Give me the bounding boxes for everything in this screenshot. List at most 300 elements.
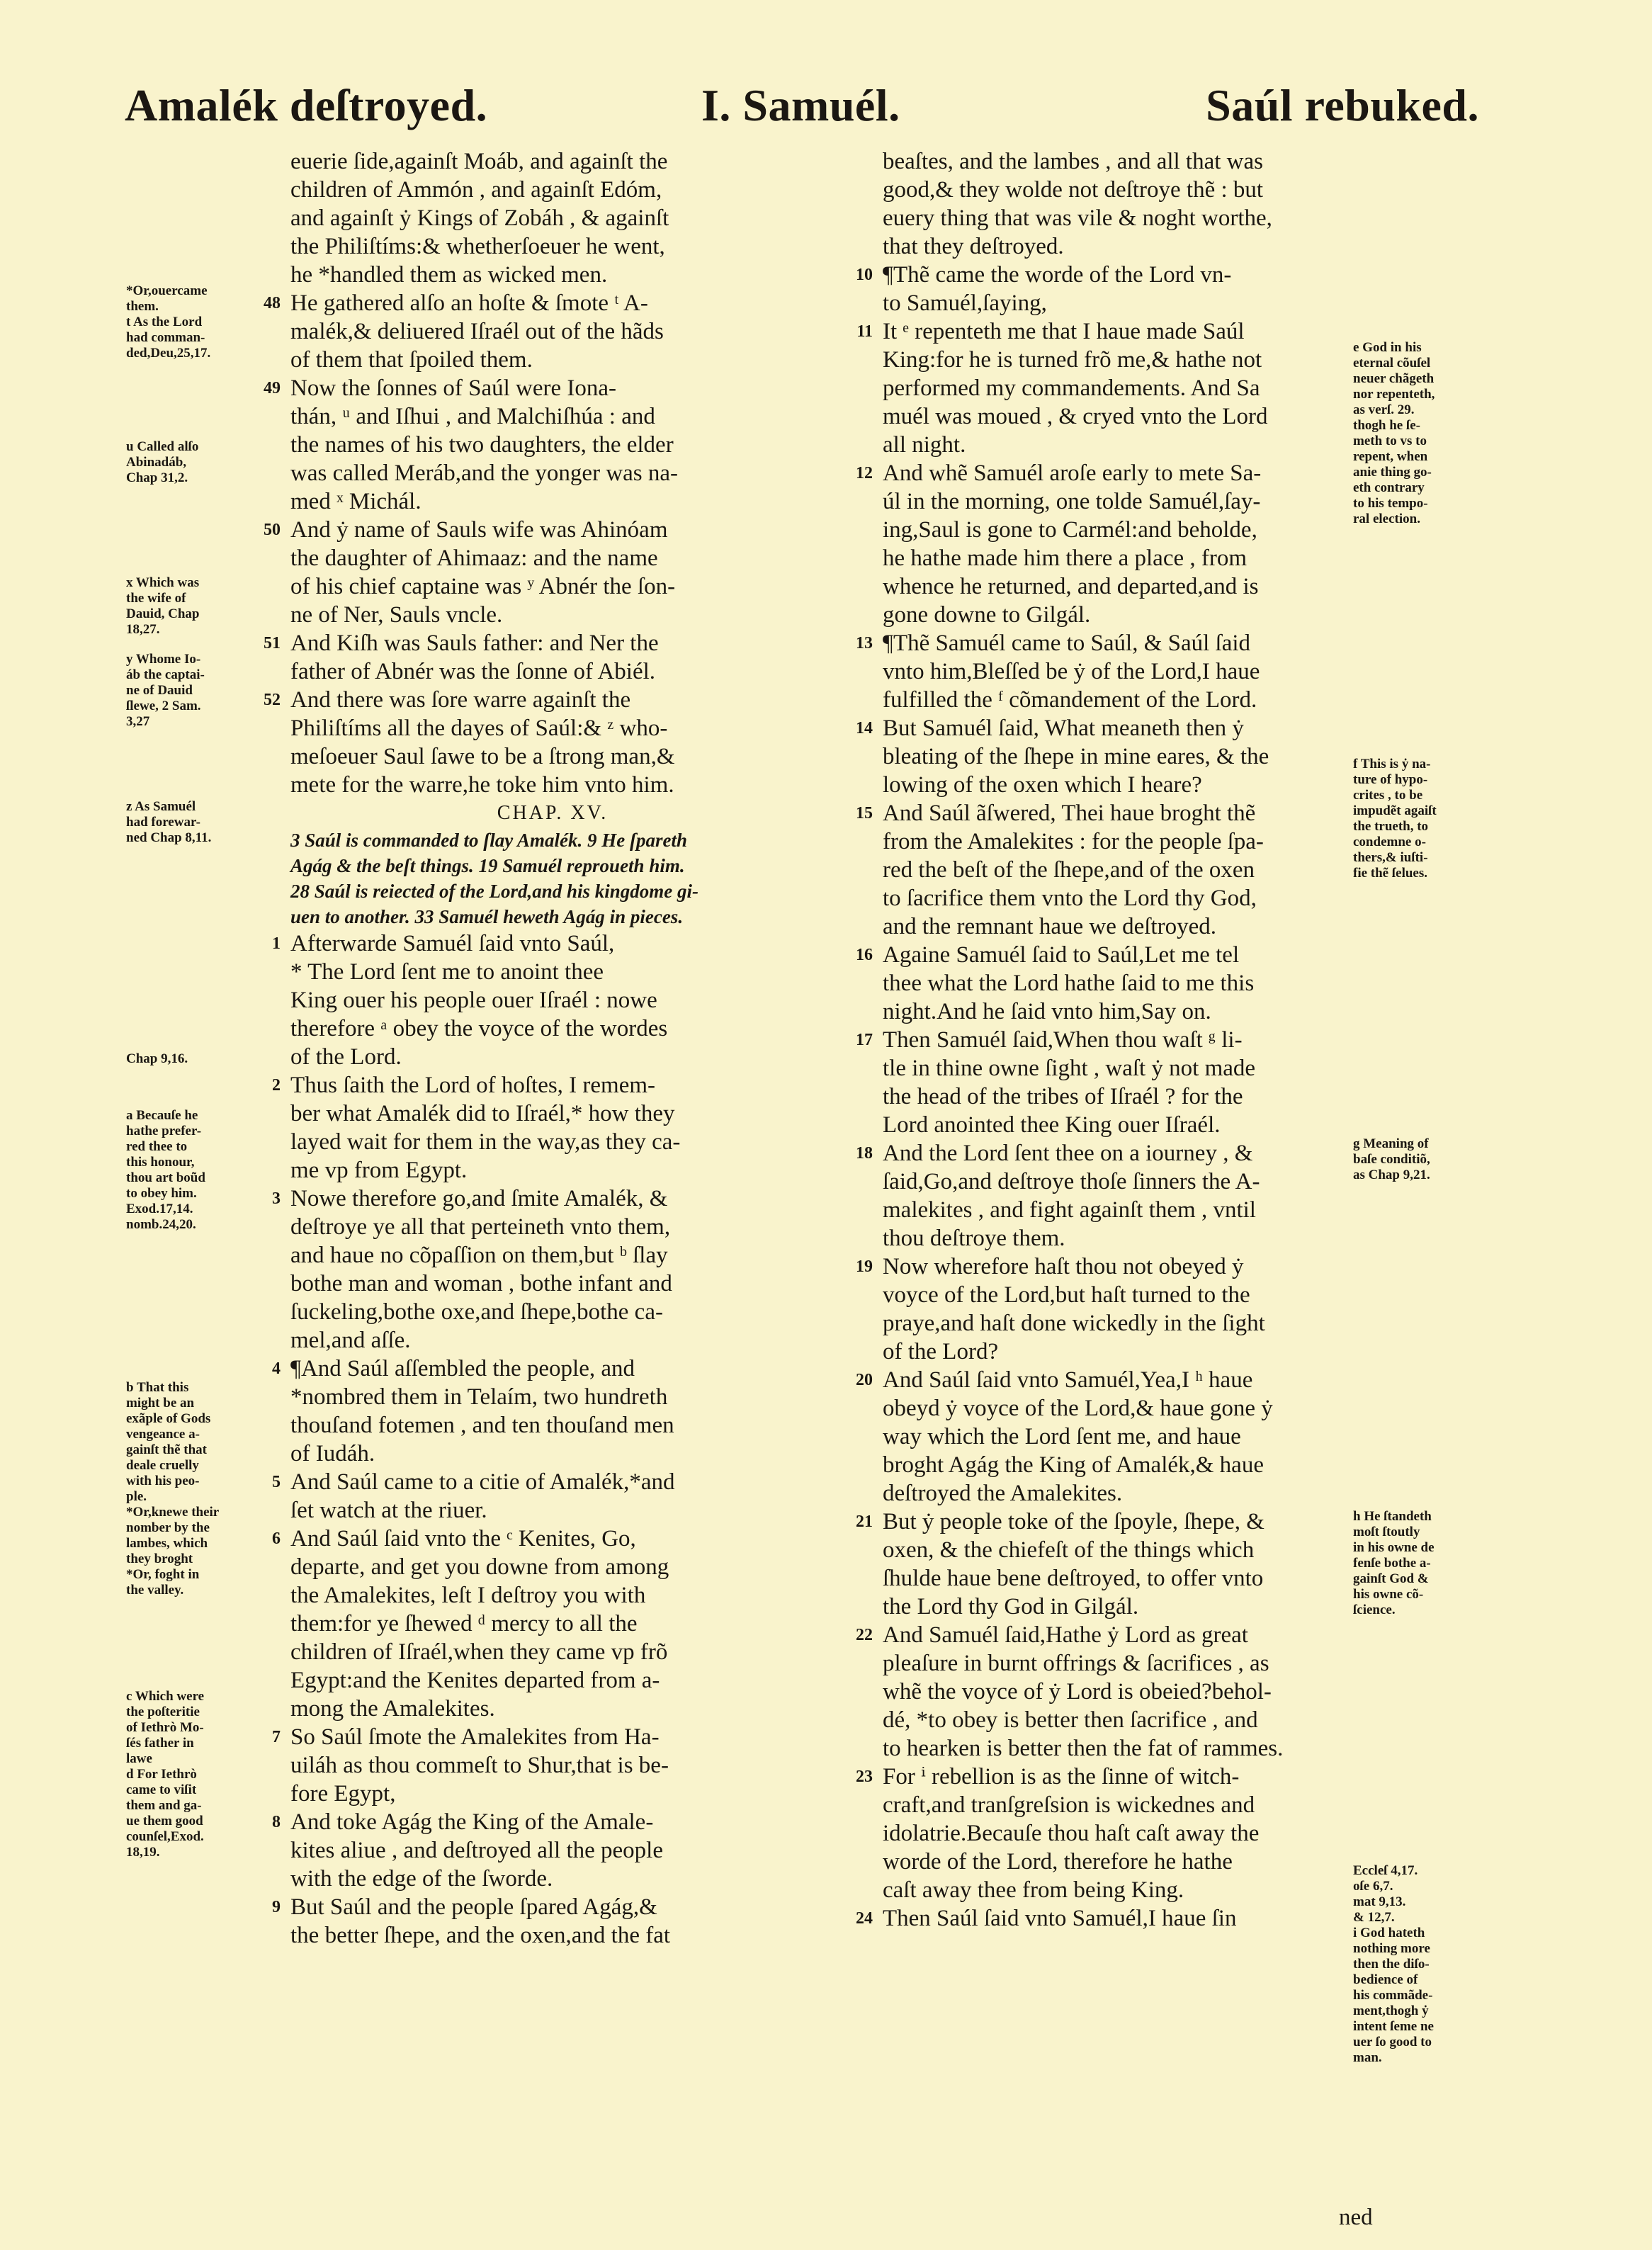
- margin-note-line: ned Chap 8,11.: [126, 830, 212, 845]
- line-text: ¶And Saúl aſſembled the people, and: [290, 1356, 635, 1381]
- text-line: [883, 1309, 1364, 1338]
- line-text: euerie ſide,againſt Moáb, and againſt the: [290, 149, 668, 174]
- line-text: obeyd ẏ voyce of the Lord,& haue gone ẏ: [883, 1396, 1273, 1421]
- margin-note-line: Chap 9,16.: [126, 1051, 188, 1066]
- line-text: Now the ſonnes of Saúl were Iona-: [290, 375, 617, 401]
- line-text: mong the Amalekites.: [290, 1696, 495, 1722]
- line-text: 3 Saúl is commanded to ſlay Amalék. 9 He ſpareth: [290, 830, 687, 851]
- line-text: children of Iſraél,when they came vp frõ: [290, 1639, 668, 1665]
- margin-note-line: meth to vs to: [1353, 434, 1427, 448]
- text-line: [264, 289, 815, 317]
- text-line: [290, 431, 815, 459]
- line-text: with the edge of the ſworde.: [290, 1866, 553, 1892]
- line-text: the better ſhepe, and the oxen,and the fat: [290, 1923, 671, 1948]
- margin-note-line: came to viſit: [126, 1782, 197, 1797]
- text-line: [883, 1649, 1364, 1678]
- line-text: the head of the tribes of Iſraél ? for the: [883, 1084, 1243, 1109]
- margin-note-line: ſcience.: [1353, 1602, 1396, 1617]
- margin-note: [126, 652, 275, 730]
- line-text: Nowe therefore go,and ſmite Amalék, &: [290, 1186, 668, 1211]
- margin-note-line: d For Iethrò: [126, 1767, 197, 1782]
- text-line: [290, 742, 815, 771]
- text-line: [264, 629, 815, 657]
- margin-note-line: nothing more: [1353, 1941, 1430, 1956]
- margin-note-line: nomb.24,20.: [126, 1217, 196, 1232]
- text-line: [883, 289, 1364, 317]
- line-text: that they deſtroyed.: [883, 234, 1064, 259]
- line-text: of the Lord.: [290, 1044, 402, 1070]
- margin-note-line: they broght: [126, 1551, 193, 1566]
- margin-note-line: with his peo-: [126, 1474, 200, 1488]
- line-text: of his chief captaine was ʸ Abnér the ſon-: [290, 574, 676, 599]
- verse-number: 24: [856, 1909, 873, 1928]
- verse-number: 50: [264, 521, 281, 539]
- margin-note-line: f This is ẏ na-: [1353, 757, 1431, 771]
- margin-note: [1353, 1136, 1488, 1183]
- text-line: [290, 1780, 815, 1808]
- margin-note-line: condemne o-: [1353, 835, 1426, 849]
- line-text: King ouer his people ouer Iſraél : nowe: [290, 988, 657, 1013]
- line-text: And toke Agág the King of the Amale-: [290, 1809, 654, 1835]
- margin-note-line: a Becauſe he: [126, 1108, 198, 1123]
- line-text: And the Lord ſent thee on a iourney , &: [883, 1141, 1253, 1166]
- text-line: [290, 402, 815, 431]
- chapter-summary-line: [290, 904, 815, 929]
- text-line: [883, 1848, 1364, 1876]
- line-text: And there was ſore warre againſt the: [290, 687, 631, 713]
- line-text: and haue no cõpaſſion on them,but ᵇ ſlay: [290, 1243, 668, 1268]
- line-text: the Lord thy God in Gilgál.: [883, 1594, 1139, 1619]
- line-text: the names of his two daughters, the elder: [290, 432, 674, 458]
- margin-note-line: g Meaning of: [1353, 1136, 1429, 1151]
- verse-number: 5: [272, 1473, 281, 1491]
- verse-number: 22: [856, 1626, 873, 1644]
- text-line: [883, 1678, 1364, 1706]
- margin-note-line: x Which was: [126, 575, 200, 590]
- line-text: Then Saúl ſaid vnto Samuél,I haue ſin: [883, 1906, 1237, 1931]
- line-text: So Saúl ſmote the Amalekites from Ha-: [290, 1724, 660, 1750]
- line-text: ing,Saul is gone to Carmél:and beholde,: [883, 517, 1257, 543]
- margin-note: [1353, 1863, 1488, 2066]
- line-text: fulfilled the ᶠ cõmandement of the Lord.: [883, 687, 1257, 713]
- line-text: He gathered alſo an hoſte & ſmote ᵗ A-: [290, 290, 648, 316]
- margin-note-line: ture of hypo-: [1353, 772, 1428, 787]
- line-text: Againe Samuél ſaid to Saúl,Let me tel: [883, 942, 1240, 968]
- text-line: [883, 1451, 1364, 1479]
- text-line: [883, 1734, 1364, 1763]
- text-line: [290, 1383, 815, 1411]
- margin-note-line: moſt ſtoutly: [1353, 1525, 1420, 1539]
- margin-note-line: 18,19.: [126, 1845, 160, 1860]
- margin-note-line: *Or, foght in: [126, 1567, 200, 1582]
- line-text: Philiſtíms all the dayes of Saúl:& ᶻ who-: [290, 716, 668, 741]
- text-line: [883, 1706, 1364, 1734]
- text-line: [290, 771, 815, 799]
- text-line: [883, 1224, 1364, 1253]
- text-line: [883, 601, 1364, 629]
- text-line: [883, 346, 1364, 374]
- margin-note-line: ment,thogh ẏ: [1353, 2003, 1429, 2018]
- text-line: [290, 572, 815, 601]
- line-text: departe, and get you downe from among: [290, 1554, 669, 1580]
- line-text: Agág & the beſt things. 19 Samuél reproueth him.: [290, 855, 685, 876]
- line-text: And Samuél ſaid,Hathe ẏ Lord as great: [883, 1622, 1248, 1648]
- line-text: ber what Amalék did to Iſraél,* how they: [290, 1101, 675, 1126]
- line-text: he *handled them as wicked men.: [290, 262, 608, 288]
- margin-note-line: ſlewe, 2 Sam.: [126, 699, 201, 713]
- text-line: [883, 1791, 1364, 1819]
- line-text: the Philiſtíms:& whetherſoeuer he went,: [290, 234, 665, 259]
- line-text: ne of Ner, Sauls vncle.: [290, 602, 503, 628]
- text-line: [290, 1270, 815, 1298]
- margin-note-line: u Called alſo: [126, 439, 199, 454]
- line-text: of Iudáh.: [290, 1441, 375, 1466]
- line-text: broght Agág the King of Amalék,& haue: [883, 1452, 1264, 1478]
- margin-note: [1353, 340, 1488, 527]
- margin-note-line: eth contrary: [1353, 480, 1425, 495]
- line-text: children of Ammón , and againſt Edóm,: [290, 177, 662, 203]
- text-line: [290, 601, 815, 629]
- text-line: [883, 1338, 1364, 1366]
- margin-note-line: neuer chãgeth: [1353, 371, 1435, 386]
- text-line: [883, 1168, 1364, 1196]
- text-line: [290, 346, 815, 374]
- line-text: he hathe made him there a place , from: [883, 545, 1248, 571]
- margin-note-line: oſe 6,7.: [1353, 1879, 1393, 1894]
- margin-note-line: in his owne de: [1353, 1540, 1435, 1555]
- line-text: performed my commandements. And Sa: [883, 375, 1260, 401]
- text-line: [883, 1593, 1364, 1621]
- margin-note-line: b That this: [126, 1380, 189, 1395]
- line-text: bothe man and woman , bothe infant and: [290, 1271, 672, 1296]
- text-line: [883, 1423, 1364, 1451]
- text-line: [883, 1564, 1364, 1593]
- line-text: Afterwarde Samuél ſaid vnto Saúl,: [290, 931, 615, 956]
- line-text: good,& they wolde not deſtroye thẽ : but: [883, 177, 1264, 203]
- margin-note-line: man.: [1353, 2050, 1382, 2065]
- text-line: [883, 232, 1364, 261]
- margin-note: [126, 575, 275, 638]
- text-line: [290, 958, 815, 986]
- margin-note-line: Dauid, Chap: [126, 606, 200, 621]
- margin-note-line: mat 9,13.: [1353, 1894, 1406, 1909]
- text-line: [883, 1479, 1364, 1508]
- line-text: mete for the warre,he toke him vnto him.: [290, 772, 674, 798]
- verse-number: 13: [856, 634, 873, 652]
- text-line: [883, 1196, 1364, 1224]
- text-line: [272, 929, 815, 958]
- margin-note: [126, 439, 275, 486]
- margin-note-line: his commãde-: [1353, 1988, 1433, 2003]
- text-line: [290, 1298, 815, 1326]
- line-text: euery thing that was vile & noght worthe,: [883, 205, 1272, 231]
- margin-note: [126, 1380, 275, 1598]
- line-text: And Saúl ſaid vnto the ᶜ Kenites, Go,: [290, 1526, 636, 1551]
- text-line: [883, 1394, 1364, 1423]
- verse-number: 20: [856, 1371, 873, 1389]
- text-line: [883, 1819, 1364, 1848]
- margin-note-line: had forewar-: [126, 815, 201, 830]
- text-line: [856, 1763, 1364, 1791]
- verse-number: 12: [856, 464, 873, 482]
- text-line: [290, 204, 815, 232]
- margin-note-line: the valley.: [126, 1583, 184, 1598]
- line-text: worde of the Lord, therefore he hathe: [883, 1849, 1233, 1875]
- text-line: [272, 1723, 815, 1751]
- text-line: [290, 1043, 815, 1071]
- margin-note-line: t As the Lord: [126, 315, 203, 329]
- text-line: [290, 1156, 815, 1185]
- margin-note-line: intent ſeme ne: [1353, 2019, 1434, 2034]
- text-line: [883, 912, 1364, 941]
- verse-number: 19: [856, 1257, 873, 1276]
- text-line: [290, 1610, 815, 1638]
- text-line: [264, 686, 815, 714]
- line-text: King:for he is turned frõ me,& hathe not: [883, 347, 1262, 373]
- text-line: [856, 1904, 1364, 1933]
- margin-note: [126, 799, 275, 846]
- line-text: thee what the Lord hathe ſaid to me this: [883, 971, 1255, 996]
- margin-note: [1353, 757, 1488, 881]
- margin-note-line: fie thẽ ſelues.: [1353, 866, 1428, 881]
- line-text: lowing of the oxen which I heare?: [883, 772, 1202, 798]
- text-line: [290, 261, 815, 289]
- text-line: [883, 431, 1364, 459]
- text-line: [290, 657, 815, 686]
- margin-note-line: counſel,Exod.: [126, 1829, 204, 1844]
- line-text: But ẏ people toke of the ſpoyle, ſhepe, &: [883, 1509, 1265, 1534]
- chapter-summary-line: [290, 853, 815, 878]
- line-text: and the remnant haue we deſtroyed.: [883, 914, 1216, 939]
- margin-note-line: lawe: [126, 1751, 152, 1766]
- verse-number: 6: [272, 1530, 281, 1548]
- line-text: ſaid,Go,and deſtroye thoſe ſinners the A-: [883, 1169, 1260, 1194]
- margin-note-line: might be an: [126, 1396, 195, 1411]
- line-text: to hearken is better then the fat of rammes.: [883, 1736, 1284, 1761]
- line-text: tle in thine owne ſight , waſt ẏ not made: [883, 1056, 1256, 1081]
- line-text: uen to another. 33 Samuél heweth Agág in pieces.: [290, 906, 684, 927]
- text-line: [883, 1111, 1364, 1139]
- line-text: to ſacrifice them vnto the Lord thy God,: [883, 886, 1257, 911]
- margin-note-line: Eccleſ 4,17.: [1353, 1863, 1418, 1878]
- margin-note: [126, 1689, 275, 1860]
- line-text: deſtroyed the Amalekites.: [883, 1481, 1123, 1506]
- margin-note-line: 18,27.: [126, 622, 160, 637]
- text-line: [272, 1893, 815, 1921]
- line-text: And whẽ Samuél aroſe early to mete Sa-: [883, 460, 1262, 486]
- margin-note-line: as Chap 9,21.: [1353, 1168, 1430, 1182]
- margin-note-line: them and ga-: [126, 1798, 202, 1813]
- line-text: the Amalekites, leſt I deſtroy you with: [290, 1583, 646, 1608]
- line-text: whẽ the voyce of ẏ Lord is obeied?behol-: [883, 1679, 1272, 1705]
- line-text: But Saúl and the people ſpared Agág,&: [290, 1894, 657, 1920]
- text-line: [290, 1128, 815, 1156]
- text-line: [883, 742, 1364, 771]
- text-line: [290, 1666, 815, 1695]
- text-line: [883, 147, 1364, 176]
- text-line: [290, 986, 815, 1014]
- text-line: [883, 884, 1364, 912]
- line-text: For ⁱ rebellion is as the ſinne of witch-: [883, 1764, 1240, 1790]
- text-line: [290, 317, 815, 346]
- margin-note-line: h He ſtandeth: [1353, 1509, 1432, 1524]
- margin-note-line: ple.: [126, 1489, 147, 1504]
- text-line: [883, 1536, 1364, 1564]
- line-text: deſtroye ye all that perteineth vnto them,: [290, 1214, 671, 1240]
- text-line: [883, 827, 1364, 856]
- text-line: [290, 487, 815, 516]
- text-line: [883, 1054, 1364, 1082]
- line-text: night.And he ſaid vnto him,Say on.: [883, 999, 1211, 1024]
- line-text: 28 Saúl is reiected of the Lord,and his kingdome gi-: [290, 881, 699, 902]
- margin-note-line: thogh he ſe-: [1353, 418, 1420, 433]
- margin-note-line: c Which were: [126, 1689, 205, 1704]
- text-line: [290, 1836, 815, 1865]
- text-line: [290, 544, 815, 572]
- text-column-right: [856, 147, 1364, 1933]
- margin-note-line: anie thing go-: [1353, 465, 1432, 480]
- margin-note-line: ded,Deu,25,17.: [126, 346, 211, 361]
- chapter-heading: [290, 799, 815, 827]
- margin-note-line: crites , to be: [1353, 788, 1423, 803]
- text-line: [856, 1026, 1364, 1054]
- verse-number: 48: [264, 294, 281, 312]
- margin-note-line: Abinadáb,: [126, 455, 187, 470]
- line-text: craft,and tranſgreſsion is wickednes and: [883, 1792, 1255, 1818]
- text-line: [883, 657, 1364, 686]
- margin-note-line: of Iethrò Mo-: [126, 1720, 204, 1735]
- line-text: And Saúl ſaid vnto Samuél,Yea,I ʰ haue: [883, 1367, 1253, 1393]
- line-text: layed wait for them in the way,as they ca-: [290, 1129, 681, 1155]
- text-line: [290, 1638, 815, 1666]
- verse-number: 3: [272, 1189, 281, 1208]
- margin-note-line: eternal cõuſel: [1353, 356, 1431, 371]
- margin-note-line: exãple of Gods: [126, 1411, 211, 1426]
- verse-number: 23: [856, 1768, 873, 1786]
- line-text: malekites , and fight againſt them , vntil: [883, 1197, 1256, 1223]
- line-text: But Samuél ſaid, What meaneth then ẏ: [883, 716, 1244, 741]
- text-line: [856, 261, 1364, 289]
- margin-note: [1353, 1509, 1488, 1618]
- text-line: [290, 1751, 815, 1780]
- text-line: [290, 714, 815, 742]
- margin-note-line: z As Samuél: [126, 799, 196, 814]
- line-text: Now wherefore haſt thou not obeyed ẏ: [883, 1254, 1244, 1279]
- verse-number: 16: [856, 946, 873, 964]
- margin-note-line: repent, when: [1353, 449, 1428, 464]
- line-text: Thus ſaith the Lord of hoſtes, I remem-: [290, 1073, 656, 1098]
- text-line: [883, 771, 1364, 799]
- text-line: [883, 487, 1364, 516]
- margin-note-line: the wife of: [126, 591, 186, 606]
- margin-note-line: thers,& iuſti-: [1353, 850, 1428, 865]
- line-text: Lord anointed thee King ouer Iſraél.: [883, 1112, 1221, 1138]
- text-line: [290, 1326, 815, 1355]
- margin-note: [126, 283, 275, 361]
- margin-note-line: impudẽt agaiſt: [1353, 803, 1437, 818]
- line-text: ſuckeling,bothe oxe,and ſhepe,bothe ca-: [290, 1299, 663, 1325]
- line-text: way which the Lord ſent me, and haue: [883, 1424, 1241, 1449]
- margin-note-line: & 12,7.: [1353, 1910, 1395, 1925]
- line-text: thou deſtroye them.: [883, 1226, 1065, 1251]
- margin-note-line: *Or,ouercame: [126, 283, 208, 298]
- line-text: red the beſt of the ſhepe,and of the oxen: [883, 857, 1255, 883]
- verse-number: 14: [856, 719, 873, 737]
- margin-note-line: ral election.: [1353, 511, 1420, 526]
- margin-note-line: uer ſo good to: [1353, 2035, 1432, 2050]
- text-line: [264, 516, 815, 544]
- line-text: caſt away thee from being King.: [883, 1877, 1184, 1903]
- text-line: [883, 544, 1364, 572]
- text-line: [272, 1468, 815, 1496]
- line-text: thouſand fotemen , and ten thouſand men: [290, 1413, 674, 1438]
- text-line: [290, 1440, 815, 1468]
- text-line: [856, 629, 1364, 657]
- verse-number: 18: [856, 1144, 873, 1163]
- text-line: [272, 1525, 815, 1553]
- line-text: malék,& deliuered Iſraél out of the hãds: [290, 319, 664, 344]
- running-head-left: Amalék deſtroyed.: [125, 80, 488, 130]
- line-text: idolatrie.Becauſe thou haſt caſt away the: [883, 1821, 1260, 1846]
- line-text: and againſt ẏ Kings of Zobáh , & againſt: [290, 205, 669, 231]
- line-text: ſhulde haue bene deſtroyed, to offer vnto: [883, 1566, 1264, 1591]
- text-line: [290, 1411, 815, 1440]
- line-text: CHAP. XV.: [497, 802, 609, 824]
- line-text: pleaſure in burnt offrings & ſacrifices , as: [883, 1651, 1269, 1676]
- text-line: [883, 1082, 1364, 1111]
- line-text: the daughter of Ahimaaz: and the name: [290, 545, 658, 571]
- line-text: therefore ᵃ obey the voyce of the wordes: [290, 1016, 668, 1041]
- verse-number: 1: [272, 934, 281, 953]
- line-text: praye,and haſt done wickedly in the ſight: [883, 1311, 1265, 1336]
- text-line: [883, 997, 1364, 1026]
- verse-number: 7: [272, 1728, 281, 1746]
- text-line: [883, 176, 1364, 204]
- verse-number: 15: [856, 804, 873, 822]
- text-line: [856, 459, 1364, 487]
- margin-note-line: this honour,: [126, 1155, 195, 1170]
- line-text: muél was moued , & cryed vnto the Lord: [883, 404, 1268, 429]
- margin-note-line: *Or,knewe their: [126, 1505, 220, 1520]
- text-line: [290, 176, 815, 204]
- text-line: [856, 1366, 1364, 1394]
- text-line: [290, 1581, 815, 1610]
- line-text: ¶Thẽ Samuél came to Saúl, & Saúl ſaid: [883, 631, 1251, 656]
- line-text: uiláh as thou commeſt to Shur,that is be-: [290, 1753, 669, 1778]
- margin-note: [126, 1051, 275, 1067]
- margin-note-line: to his tempo-: [1353, 496, 1428, 511]
- line-text: me vp from Egypt.: [290, 1158, 468, 1183]
- text-line: [883, 1281, 1364, 1309]
- margin-note-line: bedience of: [1353, 1972, 1418, 1987]
- line-text: med ˣ Michál.: [290, 489, 422, 514]
- text-line: [290, 1014, 815, 1043]
- text-line: [290, 1241, 815, 1270]
- text-line: [856, 799, 1364, 827]
- margin-note-line: y Whome Io-: [126, 652, 201, 667]
- line-text: And Kiſh was Sauls father: and Ner the: [290, 631, 659, 656]
- margin-note-line: fenſe bothe a-: [1353, 1556, 1431, 1571]
- line-text: all night.: [883, 432, 966, 458]
- verse-number: 10: [856, 266, 873, 284]
- text-line: [272, 1808, 815, 1836]
- line-text: whence he returned, and departed,and is: [883, 574, 1259, 599]
- margin-note-line: thou art boũd: [126, 1170, 205, 1185]
- margin-note-line: ne of Dauid: [126, 683, 193, 698]
- margin-note-line: had comman-: [126, 330, 205, 345]
- margin-note-line: red thee to: [126, 1139, 188, 1154]
- line-text: voyce of the Lord,but haſt turned to the: [883, 1282, 1250, 1308]
